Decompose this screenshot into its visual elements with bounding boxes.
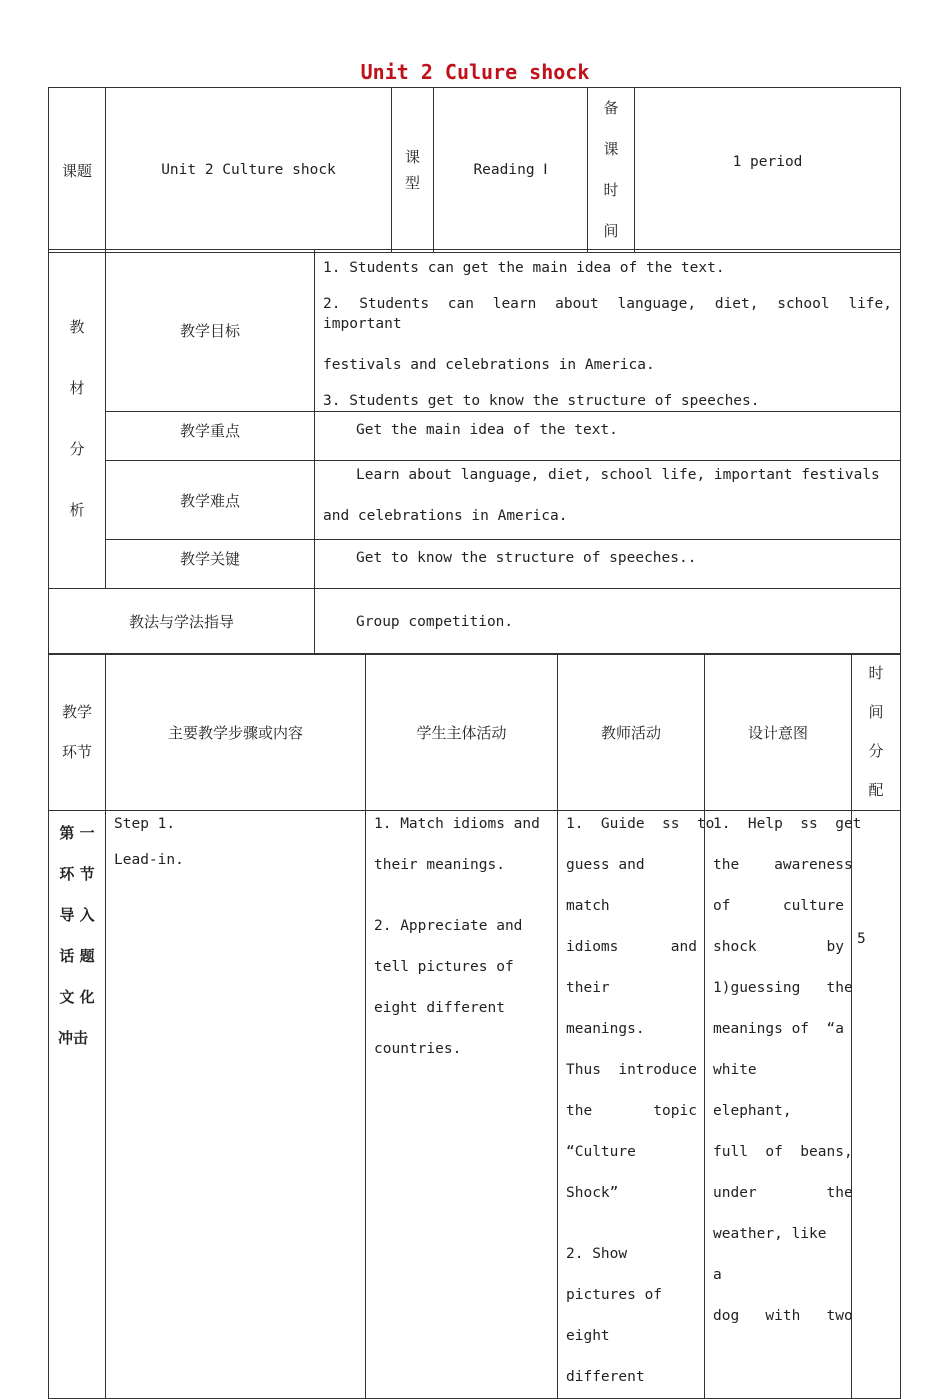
stage1-student-activity: 1. Match idioms and their meanings. 2. Appreciate and tell pictures of eight different countries. [366, 811, 558, 1399]
header-table [48, 87, 901, 253]
stage1-steps: Step 1. Lead-in. [106, 811, 366, 1399]
difficulties-label: 教学难点 [106, 461, 315, 540]
method-text: Group competition. [315, 589, 901, 655]
spacer [374, 886, 549, 906]
key-link-label: 教学关键 [106, 540, 315, 589]
key-link-text: Get to know the structure of speeches.. [315, 540, 901, 589]
time-allocation-header: 时 间 分 配 [852, 654, 901, 811]
spacer [566, 1214, 696, 1234]
objectives-text: 1. Students can get the main idea of the text. 2. Students can learn about language, diet, school life, important festivals and celebrations in America. 3. Students get to know the structure of speeches. [315, 250, 901, 412]
stage1-design-intent: 1. Help ss get the awareness of culture shock by 1)guessing the meanings of “a white elephant, full of beans, under the weather, like a dog with two [705, 811, 852, 1399]
stage1-teacher-activity: 1. Guide ss to guess and match idioms and their meanings. Thus introduce the topic “Culture Shock” 2. Show pictures of eight different [558, 811, 705, 1399]
student-activity-header: 学生主体活动 [366, 654, 558, 811]
document-title: Unit 2 Culure shock [360, 60, 590, 84]
topic-label: 课题 [49, 88, 106, 253]
difficulties-text: Learn about language, diet, school life, important festivals and celebrations in America. [315, 461, 901, 540]
analysis-section-label: 教 材 分 析 [49, 250, 106, 589]
prep-time-label: 备 课 时 间 [588, 88, 635, 253]
type-value: Reading Ⅰ [434, 88, 588, 253]
stage1-label: 第 一 环 节 导 入 话 题 文 化 冲击 [49, 811, 106, 1399]
objectives-label: 教学目标 [106, 250, 315, 412]
key-points-text: Get the main idea of the text. [315, 412, 901, 461]
teacher-activity-header: 教师活动 [558, 654, 705, 811]
steps-header: 主要教学步骤或内容 [106, 654, 366, 811]
type-label: 课 型 [392, 88, 434, 253]
stage-header: 教学 环节 [49, 654, 106, 811]
process-table [48, 653, 901, 1399]
design-intent-header: 设计意图 [705, 654, 852, 811]
key-points-label: 教学重点 [106, 412, 315, 461]
method-label: 教法与学法指导 [49, 589, 315, 655]
topic-value: Unit 2 Culture shock [106, 88, 392, 253]
analysis-table [48, 249, 901, 655]
prep-time-value: 1 period [635, 88, 901, 253]
stage1-time: 5 [852, 811, 901, 1399]
